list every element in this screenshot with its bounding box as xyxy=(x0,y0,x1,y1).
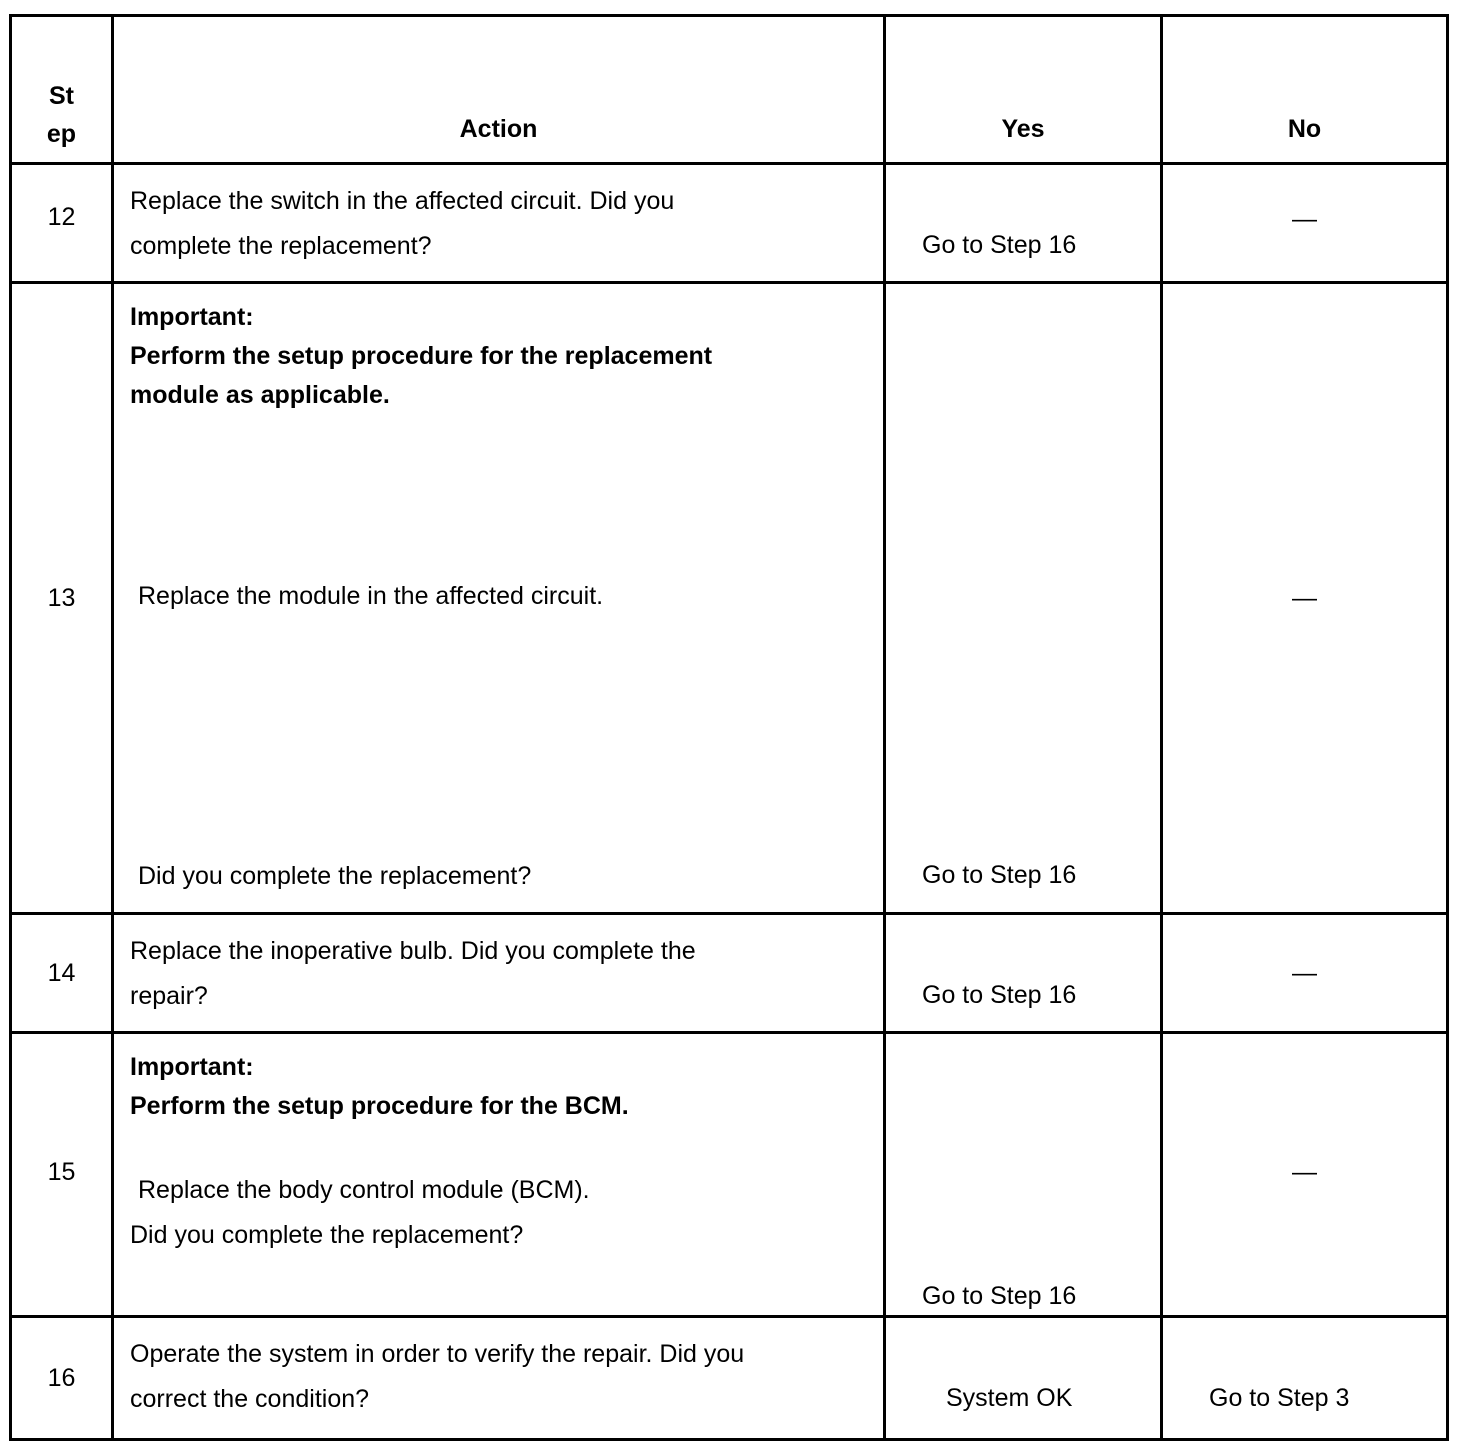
action-cell xyxy=(113,1317,885,1440)
step-cell xyxy=(11,164,113,283)
no-cell xyxy=(1162,914,1448,1033)
action-text-line: Replace the body control module (BCM). xyxy=(138,1176,590,1204)
yes-cell xyxy=(885,914,1162,1033)
no-cell xyxy=(1162,164,1448,283)
action-text-line: repair? xyxy=(130,982,208,1010)
yes-cell xyxy=(885,1317,1162,1440)
important-text-line: module as applicable. xyxy=(130,381,390,409)
stray-mark xyxy=(245,1438,251,1440)
action-text-line: Operate the system in order to verify the repair. Did you xyxy=(130,1340,745,1368)
action-text-line: complete the replacement? xyxy=(130,232,432,260)
action-cell xyxy=(113,914,885,1033)
important-text-line: Perform the setup procedure for the replacement xyxy=(130,342,713,370)
table-row xyxy=(11,1033,1448,1317)
table-row xyxy=(11,164,1448,283)
no-cell xyxy=(1162,283,1448,914)
yes-link[interactable]: Go to Step 16 xyxy=(922,861,1077,889)
header-action xyxy=(113,16,885,164)
action-text-line: Did you complete the replacement? xyxy=(138,862,532,890)
no-link[interactable]: Go to Step 3 xyxy=(1209,1384,1350,1412)
no-dash: — xyxy=(1292,205,1317,233)
step-number: 15 xyxy=(47,1158,76,1186)
yes-result: System OK xyxy=(946,1384,1073,1412)
action-text-line: Replace the inoperative bulb. Did you complete the xyxy=(130,937,696,965)
important-text-line: Perform the setup procedure for the BCM. xyxy=(130,1092,629,1120)
step-cell xyxy=(11,283,113,914)
yes-link[interactable]: Go to Step 16 xyxy=(922,1282,1077,1310)
no-dash: — xyxy=(1292,584,1317,612)
action-cell xyxy=(113,164,885,283)
step-number: 14 xyxy=(47,959,76,987)
action-text-line: Replace the switch in the affected circuit. Did you xyxy=(130,187,675,215)
yes-cell xyxy=(885,164,1162,283)
step-number: 12 xyxy=(47,203,76,231)
step-number: 16 xyxy=(47,1364,76,1392)
action-text-line: Did you complete the replacement? xyxy=(130,1221,524,1249)
yes-cell xyxy=(885,1033,1162,1317)
no-dash: — xyxy=(1292,1158,1317,1186)
step-number: 13 xyxy=(47,584,76,612)
no-cell xyxy=(1162,1317,1448,1440)
step-cell xyxy=(11,1317,113,1440)
header-row xyxy=(11,16,1448,164)
header-yes xyxy=(885,16,1162,164)
table-row xyxy=(11,1317,1448,1440)
action-text-line: Replace the module in the affected circuit. xyxy=(138,582,604,610)
header-yes-label: Yes xyxy=(1001,115,1045,143)
header-step xyxy=(11,16,113,164)
action-cell xyxy=(113,283,885,914)
yes-cell xyxy=(885,283,1162,914)
action-text-line: correct the condition? xyxy=(130,1385,370,1413)
no-dash: — xyxy=(1292,959,1317,987)
important-label: Important: xyxy=(130,303,254,331)
header-step-line1: St xyxy=(49,82,74,110)
action-cell xyxy=(113,1033,885,1317)
diagnostic-table xyxy=(9,14,1449,1441)
header-step-line2: ep xyxy=(46,120,77,148)
header-no-label: No xyxy=(1287,115,1322,143)
step-cell xyxy=(11,914,113,1033)
header-action-label: Action xyxy=(459,115,538,143)
no-cell xyxy=(1162,1033,1448,1317)
step-cell xyxy=(11,1033,113,1317)
yes-link[interactable]: Go to Step 16 xyxy=(922,231,1077,259)
important-label: Important: xyxy=(130,1053,254,1081)
yes-link[interactable]: Go to Step 16 xyxy=(922,981,1077,1009)
table-row xyxy=(11,283,1448,914)
table-row xyxy=(11,914,1448,1033)
header-no xyxy=(1162,16,1448,164)
